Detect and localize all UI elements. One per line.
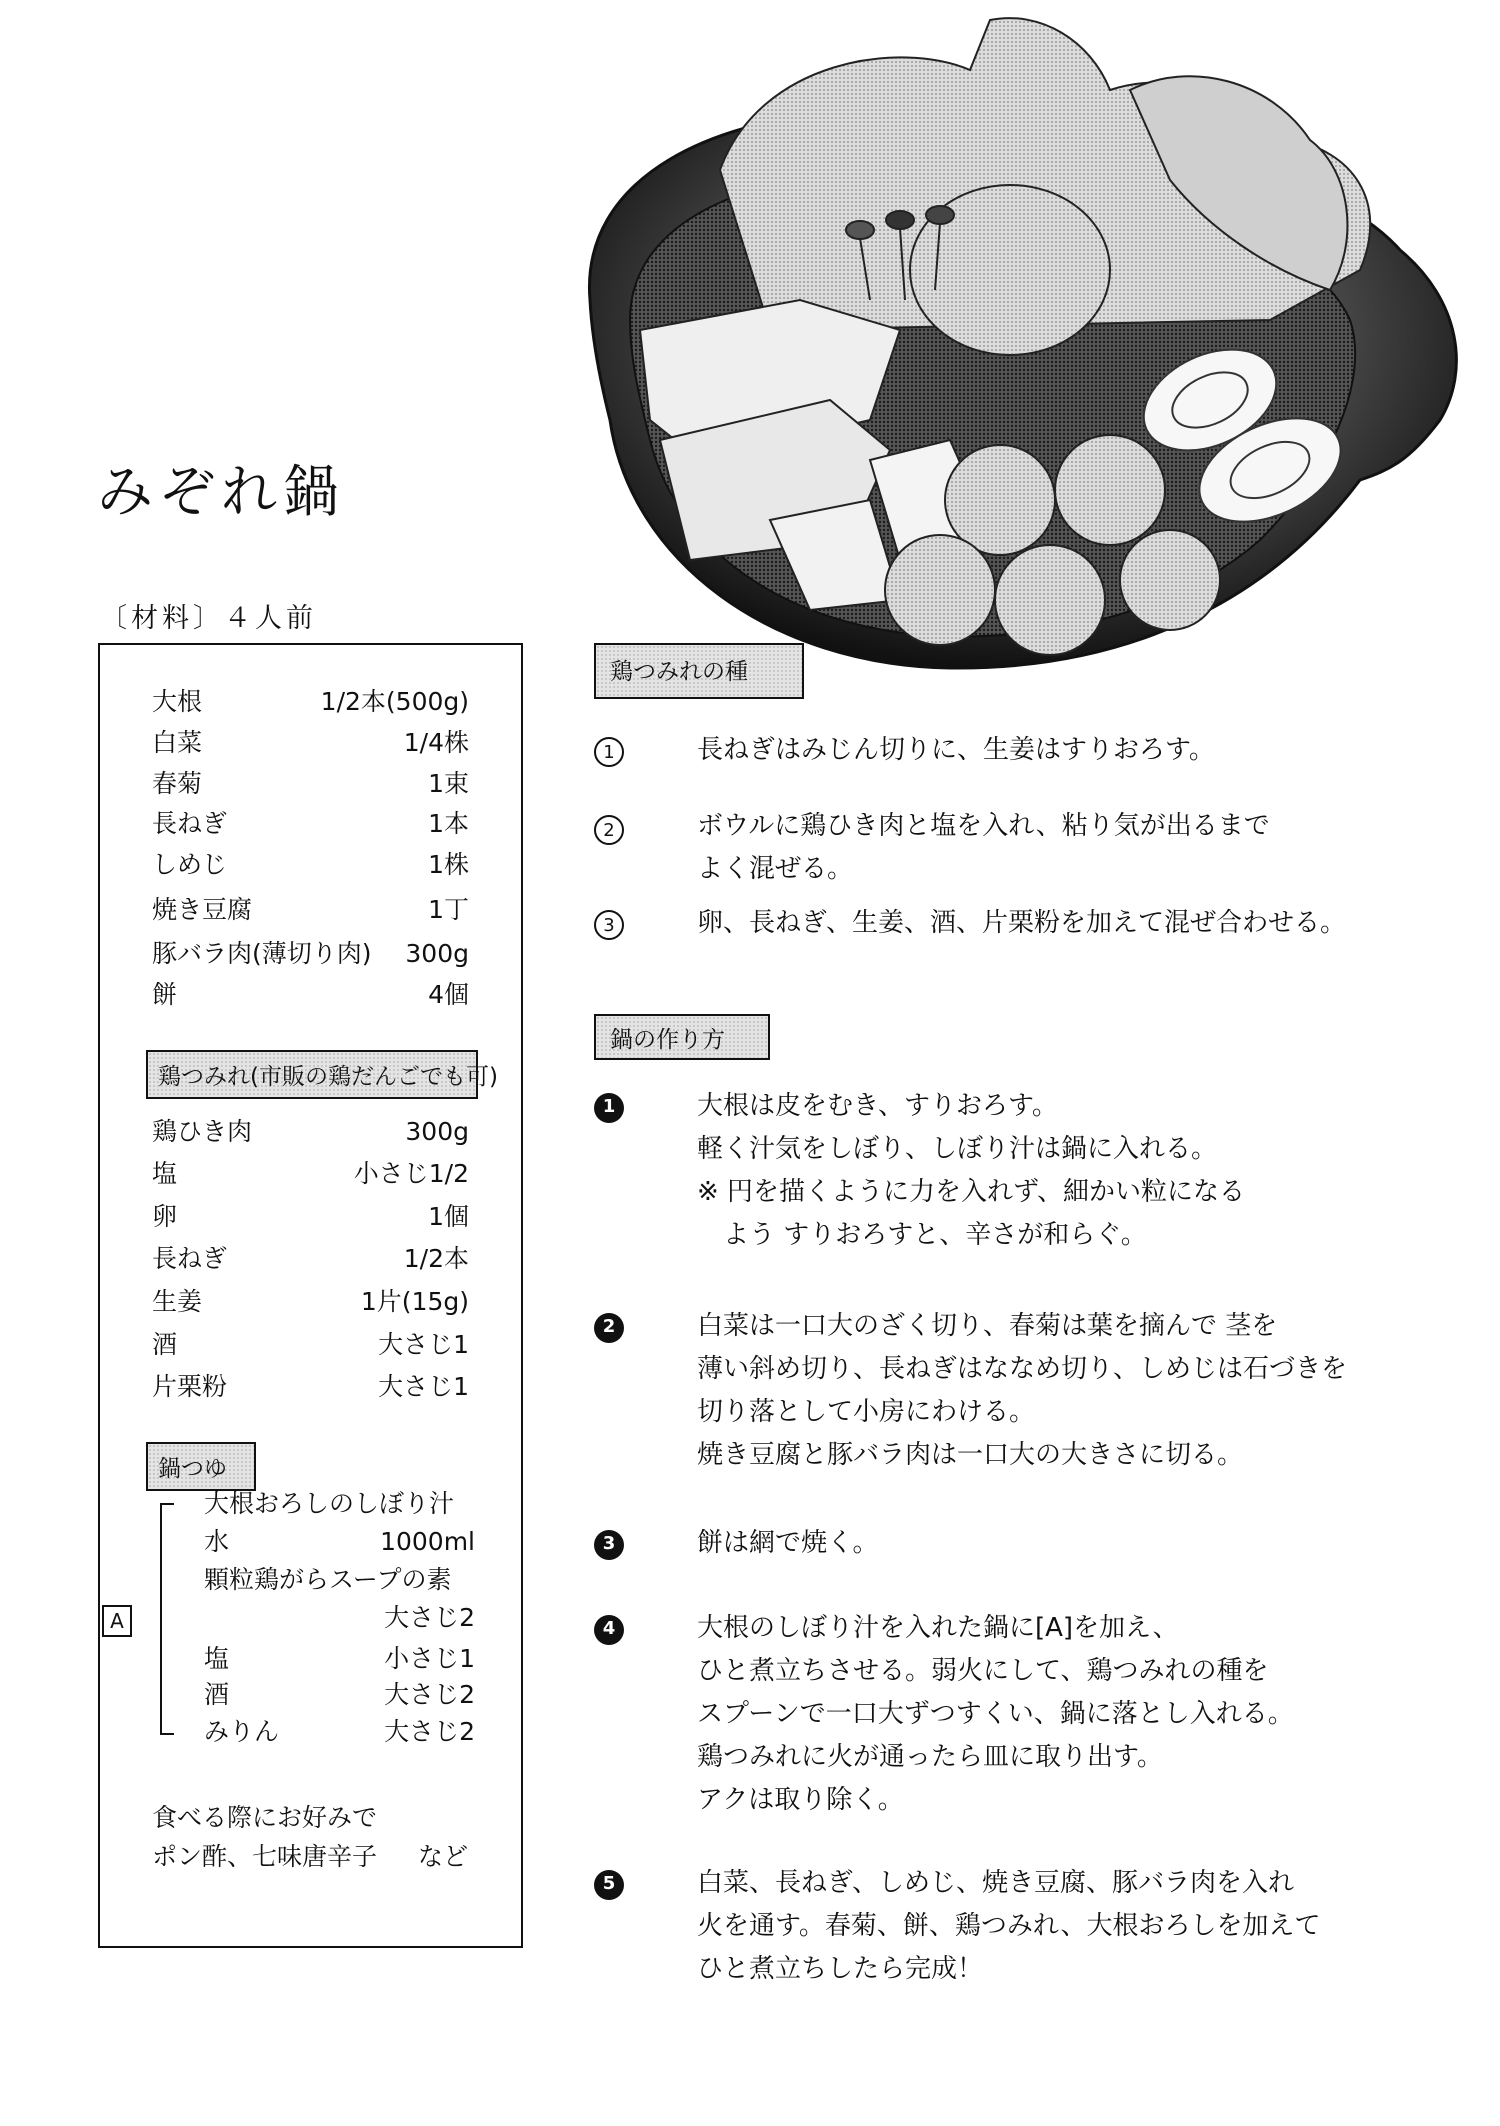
step-line: 鶏つみれに火が通ったら皿に取り出す。 [697,1742,1163,1772]
serving-note-line1: 食べる際にお好みで [152,1803,378,1832]
ingredient-row [204,1715,475,1749]
ingredient-name: 大根おろしのしぼり汁 [204,1489,455,1518]
step-line: よう すりおろすと、辛さが和らぐ。 [697,1220,1147,1250]
ingredient-row [152,1157,469,1191]
ingredient-row [152,685,469,719]
ingredient-amount: 1/2本 [403,1244,469,1273]
step-text [697,902,1414,945]
step-line: 白菜は一口大のざく切り、春菊は葉を摘んで 茎を [697,1311,1278,1341]
ingredient-amount: 1個 [428,1202,469,1231]
tsumire-section-heading: 鶏つみれの種 [594,643,804,699]
ingredient-amount: 1束 [428,769,469,798]
ingredient-amount: 1000ml [380,1527,475,1556]
step-line: 大根は皮をむき、すりおろす。 [697,1091,1058,1121]
ingredient-amount: 1/2本(500g) [320,687,469,716]
ingredient-row [152,1370,469,1404]
group-a-bracket [160,1503,174,1735]
broth-heading: 鍋つゆ [146,1442,256,1491]
ingredient-row [152,767,469,801]
servings-label: 〔材料〕４人前 [100,603,317,634]
ingredient-row [204,1487,475,1521]
step-line: 白菜、長ねぎ、しめじ、焼き豆腐、豚バラ肉を入れ [697,1868,1294,1898]
ingredient-amount: 300g [405,939,469,968]
ingredient-amount: 1株 [428,850,469,879]
step-text [697,1607,1414,1822]
step-line: 火を通す。春菊、餅、鶏つみれ、大根おろしを加えて [697,1911,1321,1941]
ingredient-name: 塩 [204,1644,230,1673]
ingredient-amount: 大さじ1 [378,1330,469,1359]
ingredient-amount: 大さじ1 [378,1372,469,1401]
step-text [697,1862,1414,1991]
ingredient-row [152,1328,469,1362]
step-line: 大根のしぼり汁を入れた鍋に[A]を加え、 [697,1613,1179,1643]
ingredient-row [152,937,469,971]
step-line: 餅は網で焼く。 [697,1528,879,1558]
ingredient-name: 大根 [152,687,203,716]
ingredient-row [152,893,469,927]
step-line: スプーンで一口大ずつすくい、鍋に落とし入れる。 [697,1699,1294,1729]
ingredient-row [204,1563,475,1597]
step-line: ボウルに鶏ひき肉と塩を入れ、粘り気が出るまで [697,811,1270,841]
ingredient-name: 焼き豆腐 [152,895,253,924]
ingredient-row [152,1200,469,1234]
step-text [697,729,1414,772]
ingredient-row [152,848,469,882]
ingredient-amount: 小さじ1/2 [353,1159,469,1188]
ingredient-name: 酒 [204,1680,230,1709]
ingredient-row [152,807,469,841]
pot-drawing-icon [570,0,1470,690]
step-line: 薄い斜め切り、長ねぎはななめ切り、しめじは石づきを [697,1354,1348,1384]
step-number-outline-icon: 1 [594,737,624,767]
ingredient-amount: 4個 [428,980,469,1009]
ingredient-row [204,1678,475,1712]
ingredient-amount: 大さじ2 [384,1680,475,1709]
ingredient-name: 長ねぎ [152,1244,228,1273]
step-line: ※ 円を描くように力を入れず、細かい粒になる [697,1177,1245,1207]
ingredient-name: しめじ [152,850,228,879]
ingredient-amount: 1丁 [428,895,469,924]
ingredient-name: 片栗粉 [152,1372,228,1401]
step-text [697,1522,1414,1565]
ingredient-name: 卵 [152,1202,178,1231]
step-number-outline-icon: 2 [594,815,624,845]
ingredient-name: 長ねぎ [152,809,228,838]
step-line: 焼き豆腐と豚バラ肉は一口大の大きさに切る。 [697,1440,1244,1470]
tsumire-heading: 鶏つみれ(市販の鶏だんごでも可) [146,1050,478,1099]
ingredient-row [152,1115,469,1149]
ingredient-name: 顆粒鶏がらスープの素 [204,1565,452,1594]
ingredient-name: 豚バラ肉(薄切り肉) [152,939,372,968]
ingredient-amount: 1本 [428,809,469,838]
ingredient-amount: 300g [405,1117,469,1146]
ingredient-amount: 1片(15g) [360,1287,469,1316]
step-number-outline-icon: 3 [594,910,624,940]
ingredient-name: 塩 [152,1159,178,1188]
step-line: ひと煮立ちさせる。弱火にして、鶏つみれの種を [697,1656,1269,1686]
step-line: ひと煮立ちしたら完成！ [697,1954,984,1984]
ingredient-amount: 1/4株 [403,728,469,757]
ingredient-row [152,726,469,760]
step-number-filled-icon: 5 [594,1870,624,1900]
serving-note-suffix: など [418,1842,469,1871]
step-text [697,1085,1414,1257]
ingredient-name: 水 [204,1527,230,1556]
step-text [697,805,1414,891]
ingredient-row [204,1525,475,1559]
ingredient-name: 餅 [152,980,178,1009]
ingredient-row [152,1242,469,1276]
ingredient-amount: 大さじ2 [384,1603,475,1632]
step-line: アクは取り除く。 [697,1785,904,1815]
ingredient-row [204,1601,475,1635]
serving-note-line2: ポン酢、七味唐辛子 [152,1842,378,1871]
step-line: 軽く汁気をしぼり、しぼり汁は鍋に入れる。 [697,1134,1218,1164]
ingredient-amount: 小さじ1 [384,1644,475,1673]
step-number-filled-icon: 3 [594,1530,624,1560]
nabe-pot-illustration [570,0,1470,690]
group-a-badge: A [102,1605,132,1637]
step-line: 切り落として小房にわける。 [697,1397,1036,1427]
step-line: 長ねぎはみじん切りに、生姜はすりおろす。 [697,735,1215,765]
recipe-title: みぞれ鍋 [97,460,345,525]
step-line: 卵、長ねぎ、生姜、酒、片栗粉を加えて混ぜ合わせる。 [697,908,1346,938]
ingredient-name: 酒 [152,1330,178,1359]
ingredient-row [204,1642,475,1676]
ingredients-box [98,643,523,1948]
ingredient-name: みりん [204,1717,280,1746]
step-number-filled-icon: 4 [594,1615,624,1645]
step-number-filled-icon: 1 [594,1093,624,1123]
step-number-filled-icon: 2 [594,1313,624,1343]
nabe-section-heading: 鍋の作り方 [594,1014,770,1060]
ingredient-name: 春菊 [152,769,203,798]
ingredient-row [152,978,469,1012]
ingredient-name: 鶏ひき肉 [152,1117,253,1146]
step-text [697,1305,1414,1477]
ingredient-name: 白菜 [152,728,203,757]
step-line: よく混ぜる。 [697,854,854,884]
ingredient-amount: 大さじ2 [384,1717,475,1746]
ingredient-name: 生姜 [152,1287,203,1316]
ingredient-row [152,1285,469,1319]
